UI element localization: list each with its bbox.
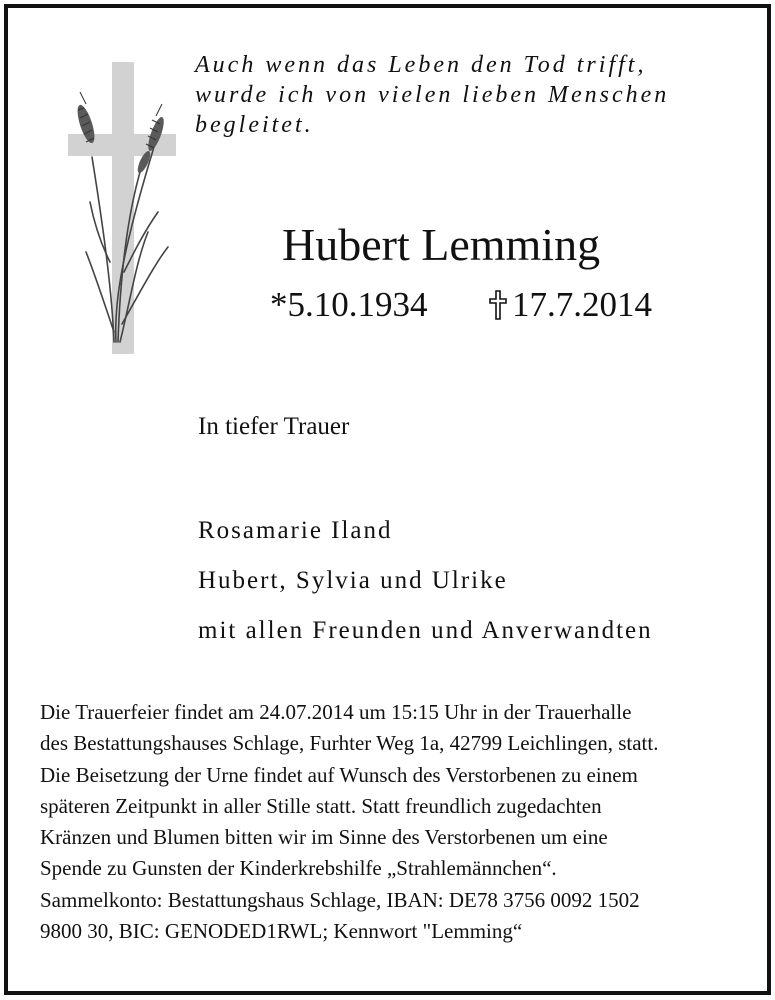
- motto-line: wurde ich von vielen lieben Menschen: [195, 82, 670, 108]
- notice-line: des Bestattungshauses Schlage, Furhter Weg 1a, 42799 Leichlingen, statt.: [40, 731, 659, 756]
- funeral-notice: [40, 697, 740, 947]
- death-date-group: [488, 283, 652, 327]
- mourner: Rosamarie Iland: [198, 517, 393, 544]
- motto-line: begleitet.: [195, 112, 314, 138]
- mourners-list: [198, 506, 653, 656]
- notice-line: 9800 30, BIC: GENODED1RWL; Kennwort "Lemming“: [40, 919, 523, 944]
- grief-line: In tiefer Trauer: [198, 413, 350, 440]
- birth-date: *5.10.1934: [270, 285, 428, 324]
- cross-with-wheat-icon: [64, 62, 184, 354]
- mourner: mit allen Freunden und Anverwandten: [198, 617, 653, 644]
- deceased-name: Hubert Lemming: [282, 219, 601, 270]
- notice-line: Sammelkonto: Bestattungshaus Schlage, IBAN: DE78 3756 0092 1502: [40, 887, 640, 912]
- notice-line: Spende zu Gunsten der Kinderkrebshilfe „Strahlemännchen“.: [40, 856, 557, 881]
- mourner: Hubert, Sylvia und Ulrike: [198, 567, 508, 594]
- notice-line: Die Beisetzung der Urne findet auf Wunsch des Verstorbenen zu einem: [40, 762, 638, 787]
- latin-cross-icon: [488, 289, 508, 321]
- notice-line: Kränzen und Blumen bitten wir im Sinne des Verstorbenen um eine: [40, 825, 608, 850]
- motto: [195, 50, 669, 140]
- motto-line: Auch wenn das Leben den Tod trifft,: [195, 52, 647, 78]
- death-date: 17.7.2014: [512, 285, 652, 324]
- notice-line: Die Trauerfeier findet am 24.07.2014 um 15:15 Uhr in der Trauerhalle: [40, 700, 632, 724]
- notice-line: späteren Zeitpunkt in aller Stille statt. Statt freundlich zugedachten: [40, 793, 602, 818]
